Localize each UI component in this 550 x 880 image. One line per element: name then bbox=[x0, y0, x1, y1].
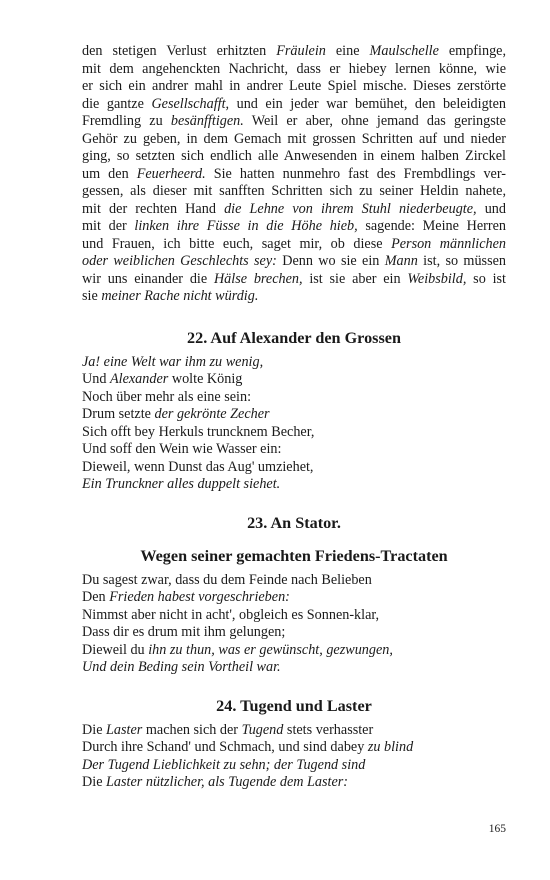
poem-23-subtitle: Wegen seiner gemachten Friedens-Tractaten bbox=[140, 546, 448, 565]
text-line bbox=[82, 589, 506, 607]
text-line bbox=[82, 131, 506, 149]
italic-run: Laster bbox=[106, 721, 143, 738]
text-run: die gantze bbox=[82, 95, 152, 112]
text-run: mit der rechten Hand bbox=[82, 200, 225, 217]
text-line bbox=[82, 148, 506, 166]
text-line bbox=[82, 624, 506, 642]
poem-22-verse bbox=[82, 354, 506, 494]
text-line bbox=[82, 288, 506, 306]
italic-run: besänfftigen. bbox=[170, 113, 244, 129]
text-line bbox=[82, 389, 506, 407]
poem-22-title: 22. Auf Alexander den Grossen bbox=[187, 328, 401, 347]
italic-run: Frieden habest vorgeschrieben: bbox=[109, 589, 290, 605]
text-line bbox=[82, 183, 506, 201]
page-body bbox=[82, 43, 506, 792]
text-run: Noch über mehr als eine sein: bbox=[82, 388, 252, 405]
text-line bbox=[82, 642, 506, 660]
text-line bbox=[82, 424, 506, 442]
text-run: Drum setzte bbox=[82, 406, 155, 422]
text-run: stets verhasster bbox=[283, 721, 374, 738]
text-line bbox=[82, 166, 506, 184]
italic-run: Mann bbox=[384, 253, 418, 269]
text-line bbox=[82, 96, 506, 114]
text-run: machen sich der bbox=[142, 721, 242, 738]
text-line bbox=[82, 739, 506, 757]
text-run: mit der bbox=[82, 218, 135, 234]
text-line bbox=[82, 441, 506, 459]
text-run: mit dem angehenckten Nachricht, dass er hiebey lernen könne, wie bbox=[82, 60, 506, 77]
text-line bbox=[82, 476, 506, 494]
text-run: ist sie aber ein bbox=[302, 270, 408, 287]
italic-run: Maulschelle bbox=[369, 43, 439, 59]
poem-23-verse bbox=[82, 572, 506, 677]
text-line bbox=[82, 354, 506, 372]
text-run: Dieweil, wenn Dunst das Aug' umziehet, bbox=[82, 458, 314, 475]
italic-run: Weibsbild, bbox=[407, 270, 467, 287]
italic-run: Tugend bbox=[241, 721, 284, 738]
italic-run: Gesellschafft, bbox=[151, 95, 230, 112]
text-run: Die bbox=[82, 721, 107, 738]
text-line bbox=[82, 236, 506, 254]
text-line bbox=[82, 371, 506, 389]
italic-run: Und dein Beding sein Vortheil war. bbox=[82, 659, 281, 675]
text-line bbox=[82, 61, 506, 79]
text-run: Du sagest zwar, dass du dem Feinde nach Belieben bbox=[82, 571, 372, 588]
text-run: den stetigen Verlust erhitzten bbox=[82, 43, 277, 59]
italic-run: oder weiblichen Geschlechts sey: bbox=[82, 253, 277, 269]
text-line bbox=[82, 201, 506, 219]
text-run: und bbox=[476, 200, 506, 217]
text-run: er sich ein andrer mahl in andrer Leute Spiel mische. Dieses zerstörte bbox=[82, 78, 506, 94]
poem-24-title: 24. Tugend und Laster bbox=[216, 696, 372, 715]
text-run: Und soff den Wein wie Wasser ein: bbox=[82, 441, 282, 457]
text-run: Dieweil du bbox=[82, 641, 149, 658]
italic-run: Ja! eine Welt war ihm zu wenig, bbox=[82, 353, 264, 370]
text-run: Dass dir es drum mit ihm gelungen; bbox=[82, 624, 286, 640]
italic-run: Laster nützlicher, als Tugende dem Laster: bbox=[106, 774, 349, 790]
italic-run: Hälse brechen, bbox=[213, 270, 303, 287]
italic-run: Ein Trunckner alles duppelt siehet. bbox=[82, 476, 281, 492]
italic-run: die Lehne von ihrem Stuhl niederbeugte, bbox=[224, 200, 477, 217]
italic-run: Feuerheerd. bbox=[136, 165, 206, 182]
text-run: um den bbox=[82, 165, 137, 182]
text-line bbox=[82, 253, 506, 271]
text-line bbox=[82, 757, 506, 775]
text-run: so ist bbox=[466, 270, 506, 287]
text-run: Gehör zu geben, in dem Gemach mit grossen Schritten auf und nieder bbox=[82, 130, 506, 147]
text-line bbox=[82, 659, 506, 677]
text-run: gessen, als dieser mit sanfften Schritten sich zu seiner Heldin nahete, bbox=[82, 183, 506, 199]
italic-run: linken ihre Füsse in die Höhe hieb, bbox=[134, 218, 358, 234]
text-run: Den bbox=[82, 589, 110, 605]
poem-24-verse bbox=[82, 722, 506, 792]
text-line bbox=[82, 218, 506, 236]
text-run: ging, so setzten sich endlich alle Anwesenden in einem halben Zirckel bbox=[82, 148, 506, 164]
poem-23-title: 23. An Stator. bbox=[247, 513, 341, 532]
text-run: sie bbox=[82, 288, 102, 304]
text-run: wolte König bbox=[168, 371, 243, 387]
text-run: Durch ihre Schand' und Schmach, und sind dabey bbox=[82, 739, 368, 755]
text-run: Und bbox=[82, 371, 110, 387]
italic-run: Fräulein bbox=[276, 43, 326, 59]
italic-run: Person männlichen bbox=[391, 235, 506, 252]
text-run: Die bbox=[82, 774, 107, 790]
text-run: eine bbox=[325, 43, 370, 59]
text-run: sagende: Meine Herren bbox=[357, 218, 506, 234]
text-run: Sie hatten nunmehro fast des Frembdlings ver- bbox=[205, 165, 506, 182]
text-line bbox=[82, 43, 506, 61]
text-line bbox=[82, 722, 506, 740]
page-number: 165 bbox=[488, 823, 506, 835]
text-run: ist, so müssen bbox=[417, 253, 506, 269]
text-run: Denn wo sie ein bbox=[276, 253, 385, 269]
text-line bbox=[82, 271, 506, 289]
prose-paragraph bbox=[82, 43, 506, 306]
italic-run: Der Tugend Lieblichkeit zu sehn; der Tugend sind bbox=[82, 756, 366, 773]
text-line bbox=[82, 459, 506, 477]
italic-run: zu blind bbox=[367, 739, 414, 755]
text-run: wir uns einander die bbox=[82, 270, 214, 287]
text-run: Fremdling zu bbox=[82, 113, 171, 129]
italic-run: der gekrönte Zecher bbox=[154, 406, 270, 422]
text-line bbox=[82, 406, 506, 424]
text-line bbox=[82, 113, 506, 131]
text-line bbox=[82, 572, 506, 590]
text-run: Sich offt bey Herkuls truncknem Becher, bbox=[82, 423, 315, 440]
text-line bbox=[82, 607, 506, 625]
text-run: empfinge, bbox=[438, 43, 507, 59]
italic-run: meiner Rache nicht würdig. bbox=[101, 288, 259, 304]
text-line bbox=[82, 78, 506, 96]
text-run: und Frauen, ich bitte euch, saget mir, ob diese bbox=[82, 235, 392, 252]
text-line bbox=[82, 774, 506, 792]
text-run: Weil er aber, ohne jemand das geringste bbox=[243, 113, 506, 129]
text-run: und ein jeder war bemühet, den beleidigten bbox=[229, 95, 506, 112]
text-run: Nimmst aber nicht in acht', obgleich es Sonnen-klar, bbox=[82, 606, 380, 623]
italic-run: ihn zu thun, was er gewünscht, gezwungen, bbox=[148, 641, 393, 658]
italic-run: Alexander bbox=[109, 371, 169, 387]
